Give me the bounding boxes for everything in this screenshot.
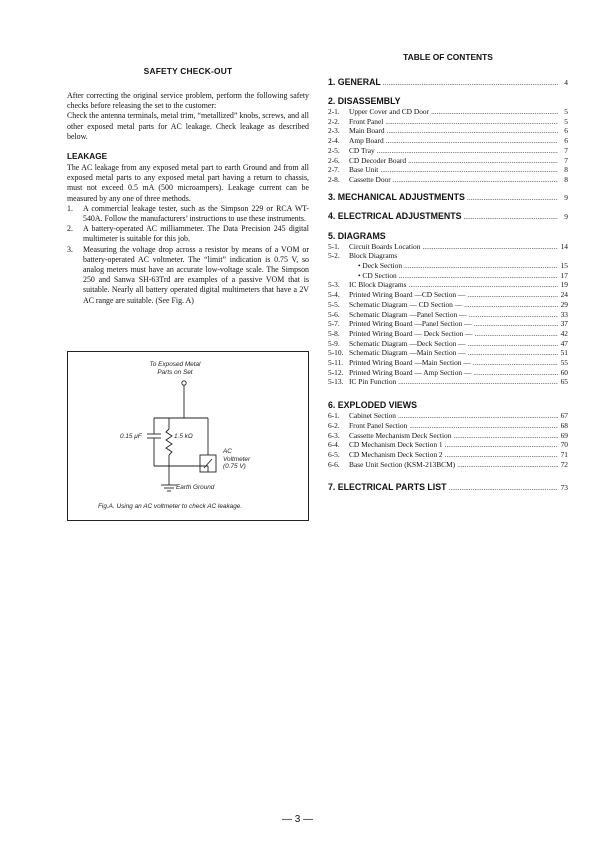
toc-entry[interactable] — [328, 242, 568, 252]
leader-dots — [377, 146, 558, 156]
leader-dots — [453, 431, 558, 441]
toc-entry-label: Cabinet Section — [349, 411, 397, 421]
toc-page-number: 17 — [560, 270, 568, 280]
toc-page-number: 8 — [564, 165, 568, 175]
toc-entry-label: Amp Board — [349, 136, 384, 146]
leader-dots — [380, 165, 558, 175]
toc-entry-label: 4. ELECTRICAL ADJUSTMENTS — [328, 210, 462, 221]
toc-page-number: 8 — [564, 174, 568, 184]
toc-entry-number: 5-1. — [328, 241, 340, 251]
toc-entry-general[interactable] — [328, 76, 568, 89]
toc-page-number: 24 — [560, 290, 568, 300]
toc-entry[interactable] — [328, 175, 568, 185]
leader-dots — [445, 450, 558, 460]
toc-entry-label: 1. GENERAL — [328, 77, 381, 87]
toc-entry-number: 5-3. — [328, 280, 340, 290]
leader-dots — [408, 280, 558, 290]
toc-entry-number: 5-5. — [328, 299, 340, 309]
leader-dots — [467, 192, 558, 204]
leader-dots — [448, 482, 558, 494]
toc-entry-label: Cassette Door — [349, 174, 391, 184]
toc-entry-number: 6-1. — [328, 411, 340, 421]
leakage-heading: LEAKAGE — [67, 152, 108, 162]
toc-page-number: 7 — [564, 155, 568, 165]
toc-entry-label: Schematic Diagram —Main Section — — [349, 348, 466, 358]
toc-entry-number: 5-7. — [328, 319, 340, 329]
toc-list-diagrams — [328, 242, 568, 388]
toc-entry[interactable] — [328, 310, 568, 320]
toc-entry[interactable] — [328, 261, 568, 271]
toc-page-number: 60 — [560, 367, 568, 377]
toc-title: TABLE OF CONTENTS — [403, 52, 493, 62]
method-item — [67, 204, 309, 224]
method-number: 2. — [67, 224, 73, 234]
toc-section-diagrams[interactable]: 5. DIAGRAMS — [328, 230, 386, 241]
toc-entry[interactable] — [328, 107, 568, 117]
toc-entry[interactable] — [328, 300, 568, 310]
toc-entry-label: CD Decoder Board — [349, 155, 407, 165]
toc-entry-parts-list[interactable] — [328, 481, 568, 494]
toc-list-exploded — [328, 411, 568, 469]
toc-page-number: 4 — [564, 78, 568, 87]
toc-entry[interactable] — [328, 368, 568, 378]
toc-entry[interactable] — [328, 329, 568, 339]
voltmeter-label — [223, 448, 250, 471]
toc-entry-label: Front Panel — [349, 116, 384, 126]
toc-entry-mechanical[interactable] — [328, 191, 568, 204]
toc-entry-number: 5-12. — [328, 367, 344, 377]
toc-entry[interactable] — [328, 460, 568, 470]
method-number: 3. — [67, 244, 73, 254]
toc-entry-label: Printed Wiring Board —Panel Section — — [349, 319, 472, 329]
ground-label: Earth Ground — [176, 484, 215, 491]
top-label-line-2: Parts on Set — [157, 368, 193, 376]
method-item — [67, 245, 309, 306]
resistor-zigzag — [166, 429, 172, 455]
capacitor-label: 0.15 μF — [120, 433, 142, 440]
leader-dots — [386, 136, 558, 146]
toc-page-number: 47 — [560, 338, 568, 348]
toc-page-number: 5 — [564, 107, 568, 116]
safety-checkout-column — [67, 66, 309, 306]
page-number: — 3 — — [281, 814, 314, 825]
toc-page-number: 68 — [560, 420, 568, 430]
safety-heading: SAFETY CHECK-OUT — [143, 66, 233, 76]
leader-dots — [431, 107, 558, 117]
toc-entry[interactable] — [328, 339, 568, 349]
method-text: Measuring the voltage drop across a resistor by means of a VOM or battery-operated AC voltmeter. The “limit” indication is 0.75 V, so analog meters must have an accurate low-voltage scale. The Simpson 250 and Sanwa SH-63Trd are examples of a passive VOM that is suitable. Nearly all battery operated digital multimeters that have a 2V AC range are suitable. (See Fig. A) — [83, 244, 309, 305]
resistor-label: 1.5 kΩ — [174, 433, 193, 440]
leader-dots — [398, 377, 558, 387]
toc-entry-label: Cassette Mechanism Deck Section — [349, 430, 452, 440]
toc-entry-label: IC Pin Function — [349, 377, 397, 387]
toc-entry-label: 7. ELECTRICAL PARTS LIST — [328, 482, 447, 493]
toc-page-number: 15 — [560, 261, 568, 271]
toc-entry-label: Schematic Diagram —Deck Section — — [349, 338, 466, 348]
toc-entry[interactable] — [328, 290, 568, 300]
toc-entry-label: CD Tray — [349, 145, 375, 155]
toc-entry-electrical[interactable] — [328, 210, 568, 223]
toc-entry-label: Printed Wiring Board — Amp Section — — [349, 367, 472, 377]
safety-intro-1: After correcting the original service problem, perform the following safety checks before releasing the set to the customer: — [67, 91, 309, 111]
leader-dots — [475, 329, 558, 339]
leader-dots — [457, 460, 558, 470]
toc-entry-label: Circuit Boards Location — [349, 241, 421, 251]
toc-page-number: 69 — [560, 430, 568, 440]
leader-dots — [464, 300, 558, 310]
leader-dots — [468, 310, 558, 320]
toc-page-number: 42 — [560, 328, 568, 338]
voltmeter-label-line-2: Voltmeter — [223, 455, 251, 463]
toc-entry-number: 5-4. — [328, 290, 340, 300]
toc-entry-label: Printed Wiring Board — Deck Section — — [349, 328, 473, 338]
leader-dots — [445, 440, 558, 450]
toc-entry[interactable] — [328, 440, 568, 450]
toc-entry-label: Base Unit Section (KSM-213BCM) — [349, 459, 456, 469]
toc-page-number: 65 — [560, 377, 568, 387]
leader-dots — [385, 117, 558, 127]
toc-entry-number: 6-2. — [328, 420, 340, 430]
leader-dots — [422, 242, 558, 252]
toc-page-number: 37 — [560, 319, 568, 329]
toc-entry-number: 5-13. — [328, 377, 344, 387]
toc-entry-number: 5-9. — [328, 338, 340, 348]
toc-entry-number: 2-5. — [328, 145, 340, 155]
toc-entry-label: Schematic Diagram — CD Section — — [349, 299, 463, 309]
toc-page-number: 9 — [564, 192, 568, 202]
method-item — [67, 224, 309, 244]
method-text: A commercial leakage tester, such as the Simpson 229 or RCA WT-540A. Follow the manufacturers’ instructions to use these instruments. — [83, 203, 309, 224]
toc-entry-number: 2-2. — [328, 116, 340, 126]
toc-page-number: 9 — [564, 211, 568, 221]
toc-entry-label: Front Panel Section — [349, 420, 408, 430]
method-text: A battery-operated AC milliammeter. The Data Precision 245 digital multimeter is suitable for this job. — [83, 224, 309, 244]
toc-page-number: 73 — [560, 483, 568, 493]
leader-dots — [473, 368, 558, 378]
toc-entry[interactable] — [328, 319, 568, 329]
leader-dots — [408, 156, 558, 166]
leader-dots — [468, 339, 558, 349]
toc-entry-label: Printed Wiring Board —CD Section — — [349, 290, 466, 300]
leader-dots — [409, 421, 558, 431]
toc-entry-number: 6-4. — [328, 440, 340, 450]
toc-entry[interactable] — [328, 348, 568, 358]
toc-entry-number: 2-1. — [328, 107, 340, 116]
toc-page-number: 71 — [560, 449, 568, 459]
toc-entry-number: 5-8. — [328, 328, 340, 338]
toc-page-number: 6 — [564, 126, 568, 136]
toc-entry-number: 2-6. — [328, 155, 340, 165]
toc-entry-label: Main Board — [349, 126, 385, 136]
toc-page-number: 51 — [560, 348, 568, 358]
toc-list-disassembly — [328, 107, 568, 185]
toc-page-number: 72 — [560, 459, 568, 469]
toc-entry-label: • Deck Section — [358, 261, 403, 271]
toc-section-disassembly[interactable]: 2. DISASSEMBLY — [328, 96, 401, 106]
table-of-contents — [328, 52, 568, 494]
toc-entry-number: 5-6. — [328, 309, 340, 319]
toc-entry[interactable] — [328, 421, 568, 431]
leader-dots — [473, 358, 558, 368]
figure-caption: Fig.A. Using an AC voltmeter to check AC leakage. — [98, 503, 243, 510]
leader-dots — [387, 126, 558, 136]
toc-page-number: 70 — [560, 440, 568, 450]
toc-entry-label: Upper Cover and CD Door — [349, 107, 430, 116]
toc-entry-number: 6-6. — [328, 459, 340, 469]
toc-entry-label: Printed Wiring Board —Main Section — — [349, 358, 471, 368]
toc-page-number: 55 — [560, 358, 568, 368]
toc-page-number: 29 — [560, 299, 568, 309]
top-label-line-1: To Exposed Metal — [149, 361, 201, 368]
toc-entry[interactable] — [328, 165, 568, 175]
leader-dots — [463, 211, 558, 223]
toc-entry-number: 2-3. — [328, 126, 340, 136]
toc-entry[interactable] — [328, 271, 568, 281]
toc-entry[interactable] — [328, 280, 568, 290]
leader-dots — [474, 319, 558, 329]
figure-a-leakage-circuit — [67, 351, 309, 521]
toc-entry[interactable] — [328, 136, 568, 146]
toc-entry-label: CD Mechanism Deck Section 2 — [349, 449, 443, 459]
leader-dots — [393, 175, 558, 185]
toc-page-number: 6 — [564, 136, 568, 146]
toc-entry[interactable] — [328, 411, 568, 421]
toc-entry-number: 2-7. — [328, 165, 340, 175]
toc-page-number: 67 — [560, 411, 568, 421]
safety-intro-2: Check the antenna terminals, metal trim, “metallized” knobs, screws, and all other exposed metal parts for AC leakage. Check leakage as described below. — [67, 111, 309, 141]
voltmeter-label-line-1: AC — [223, 448, 232, 455]
leader-dots — [467, 290, 558, 300]
leakage-text: The AC leakage from any exposed metal part to earth Ground and from all exposed metal parts to any exposed metal part having a return to chassis, must not exceed 0.5 mA (500 microampers). Leakage current can be measured by any one of three methods. — [67, 163, 309, 203]
toc-page-number: 19 — [560, 280, 568, 290]
toc-entry-label: Block Diagrams — [349, 251, 398, 261]
toc-entry-number: 2-4. — [328, 136, 340, 146]
toc-entry[interactable] — [328, 377, 568, 387]
toc-entry[interactable] — [328, 358, 568, 368]
top-label — [138, 361, 212, 376]
toc-entry-label: 3. MECHANICAL ADJUSTMENTS — [328, 191, 465, 202]
toc-entry[interactable] — [328, 156, 568, 166]
toc-entry-label: IC Block Diagrams — [349, 280, 407, 290]
toc-entry-label: • CD Section — [358, 270, 397, 280]
leader-dots — [468, 348, 558, 358]
toc-entry[interactable] — [328, 431, 568, 441]
method-number: 1. — [67, 203, 73, 213]
toc-entry-label: CD Mechanism Deck Section 1 — [349, 440, 443, 450]
leakage-methods-list — [67, 204, 309, 306]
toc-page-number: 33 — [560, 309, 568, 319]
toc-section-exploded[interactable]: 6. EXPLODED VIEWS — [328, 400, 417, 411]
top-terminal — [182, 381, 186, 385]
toc-entry-number: 5-10. — [328, 348, 344, 358]
toc-entry-label: Base Unit — [349, 165, 379, 175]
toc-entry[interactable] — [328, 117, 568, 127]
toc-entry-number: 6-5. — [328, 449, 340, 459]
toc-entry[interactable] — [328, 450, 568, 460]
toc-entry-label: Schematic Diagram —Panel Section — — [349, 309, 467, 319]
toc-page-number: 5 — [564, 116, 568, 126]
toc-entry[interactable] — [328, 126, 568, 136]
toc-page-number: 7 — [564, 145, 568, 155]
leader-dots — [404, 261, 558, 271]
toc-entry-number: 5-2. — [328, 251, 340, 261]
toc-entry-number: 6-3. — [328, 430, 340, 440]
toc-entry[interactable] — [328, 146, 568, 156]
toc-entry-number: 5-11. — [328, 358, 344, 368]
voltmeter-label-line-3: (0.75 V) — [223, 463, 246, 471]
toc-entry-number: 2-8. — [328, 174, 340, 184]
leader-dots — [398, 411, 558, 421]
toc-page-number: 14 — [560, 241, 568, 251]
toc-entry[interactable] — [328, 251, 568, 261]
leader-dots — [383, 77, 558, 89]
leader-dots — [399, 271, 558, 281]
